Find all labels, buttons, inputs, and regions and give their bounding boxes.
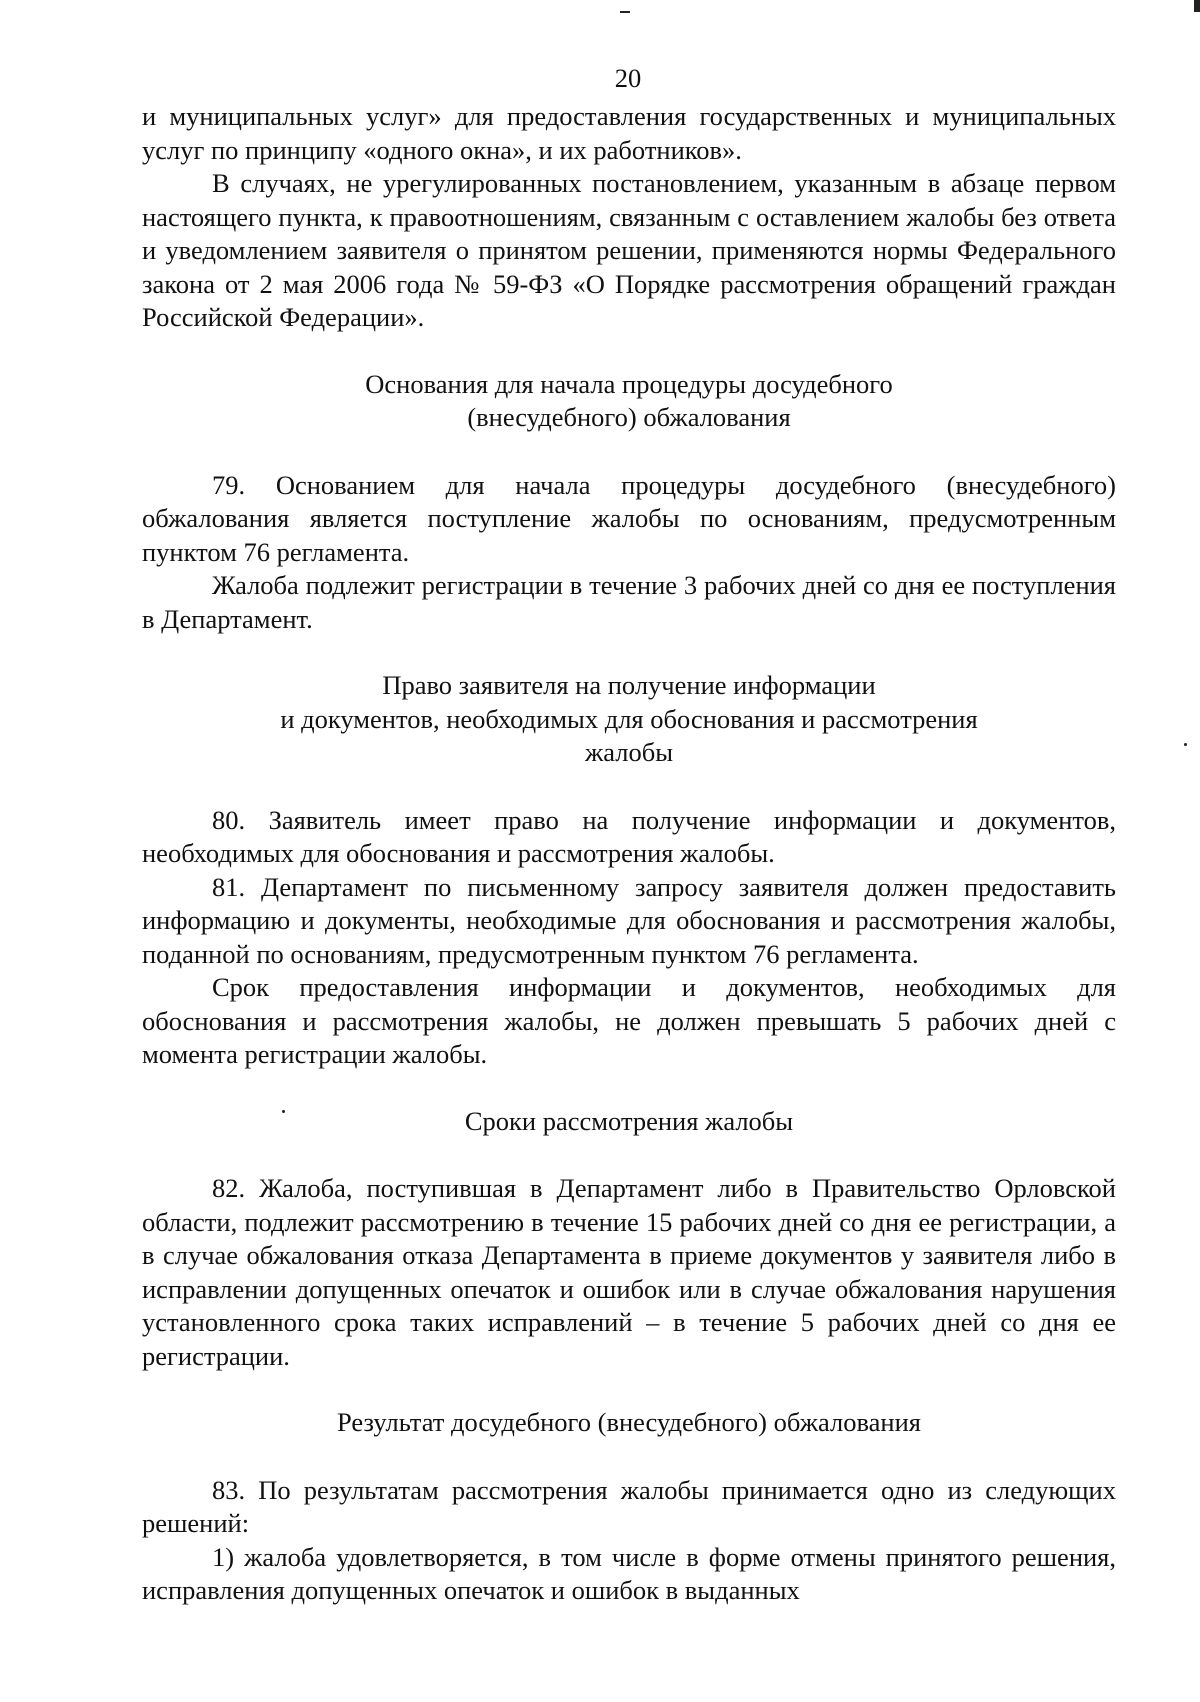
spacer [142, 435, 1116, 469]
section-heading-result [142, 1406, 1116, 1440]
paragraph-deadline: Срок предоставления информации и документов, необходимых для обоснования и рассмотрения жалобы, не должен превышать 5 рабочих дней с момента регистрации жалобы. [142, 972, 1116, 1069]
spacer [142, 335, 1116, 368]
heading-line: (внесудебного) обжалования [467, 402, 791, 432]
paragraph-83-item-1: 1) жалоба удовлетворяется, в том числе в форме отмены принятого решения, исправления допущенных опечаток и ошибок в выданных [142, 1541, 1116, 1605]
scan-dot-right [1184, 743, 1187, 746]
heading-line: Основания для начала процедуры досудебного [365, 368, 893, 399]
heading-line: жалобы [584, 737, 674, 767]
heading-line: Право заявителя на получение информации [382, 670, 876, 700]
section-heading-grounds [142, 368, 1116, 435]
spacer [142, 1373, 1116, 1406]
heading-line: Результат досудебного (внесудебного) обжалования [337, 1407, 921, 1437]
paragraph-registration: Жалоба подлежит регистрации в течение 3 рабочих дней со дня ее поступления в Департамент. [142, 570, 1116, 634]
intro-paragraph: В случаях, не урегулированных постановлением, указанным в абзаце первом настоящего пункта, к правоотношениям, связанным с оставлением жалобы без ответа и уведомлением заявителя о принятом решении, применяются нормы Федерального закона от 2 мая 2006 года № 59-ФЗ «О Порядке рассмотрения обращений граждан Российской Федерации». [142, 168, 1116, 332]
document-body [142, 100, 1116, 1608]
paragraph-79: 79. Основанием для начала процедуры досудебного (внесудебного) обжалования является поступление жалобы по основаниям, предусмотренным пунктом 76 регламента. [142, 469, 1116, 567]
page-number: 20 [614, 63, 642, 93]
heading-line: и документов, необходимых для обоснования и рассмотрения [280, 703, 978, 734]
intro-paragraph-continuation: и муниципальных услуг» для предоставления государственных и муниципальных услуг по принципу «одного окна», и их работников». [142, 101, 1116, 165]
spacer [142, 770, 1116, 804]
spacer [142, 1138, 1116, 1172]
heading-line: Сроки рассмотрения жалобы [464, 1105, 794, 1136]
spacer [142, 1440, 1116, 1474]
paragraph-80: 80. Заявитель имеет право на получение информации и документов, необходимых для обоснования и рассмотрения жалобы. [142, 804, 1116, 868]
paragraph-81: 81. Департамент по письменному запросу заявителя должен предоставить информацию и документы, необходимые для обоснования и рассмотрения жалобы, поданной по основаниям, предусмотренным пунктом 76 регламента. [142, 871, 1116, 969]
spacer [142, 636, 1116, 669]
spacer [142, 1072, 1116, 1105]
scan-mark-corner [1194, 0, 1200, 12]
section-heading-review-period [142, 1105, 1116, 1139]
paragraph-83: 83. По результатам рассмотрения жалобы принимается одно из следующих решений: [142, 1474, 1116, 1538]
paragraph-82: 82. Жалоба, поступившая в Департамент либо в Правительство Орловской области, подлежит рассмотрению в течение 15 рабочих дней со дня ее регистрации, а в случае обжалования отказа Департамента в приеме документов у заявителя либо в исправлении допущенных опечаток и ошибок или в случае обжалования нарушения установленного срока таких исправлений – в течение 5 рабочих дней со дня ее регистрации. [142, 1173, 1116, 1371]
section-heading-right-to-information [142, 669, 1116, 770]
scan-mark-top [620, 11, 630, 13]
